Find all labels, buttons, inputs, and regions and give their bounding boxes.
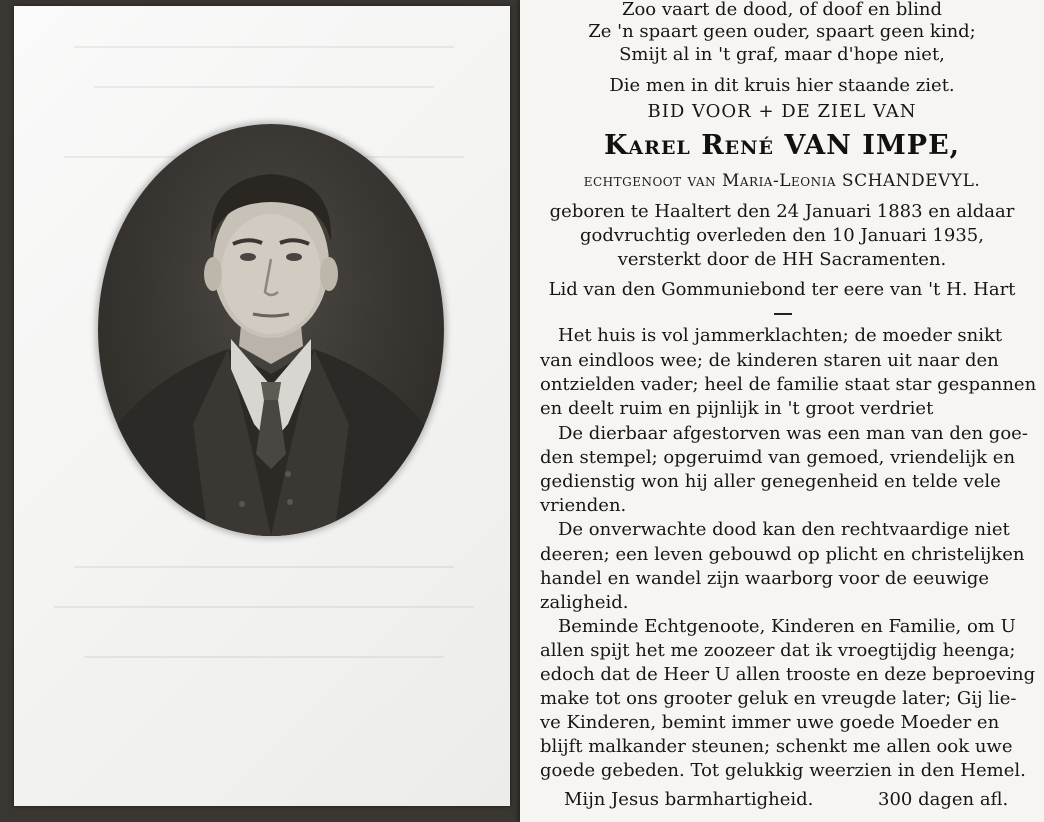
- membership-line: Lid van den Gommuniebond ter eere van 't H. Hart: [548, 279, 1016, 300]
- bleed-through-line: [74, 46, 454, 48]
- paragraph-line: edoch dat de Heer U allen trooste en deze beproeving: [540, 664, 1036, 685]
- birth-death-line: versterkt door de HH Sacramenten.: [617, 249, 947, 270]
- paragraph-line: ve Kinderen, bemint immer uwe goede Moeder en: [540, 712, 1000, 733]
- paragraph-line: Beminde Echtgenoote, Kinderen en Familie, om U: [558, 616, 1016, 637]
- paragraph-line: blijft malkander steunen; schenkt me allen ook uwe: [540, 736, 1013, 757]
- paragraph-line: make tot ons grooter geluk en vreugde later; Gij lie-: [540, 688, 1017, 709]
- poem-line: Ze 'n spaart geen ouder, spaart geen kind;: [588, 21, 976, 42]
- paragraph-line: allen spijt het me zoozeer dat ik vroegtijdig heenga;: [540, 640, 1016, 661]
- paragraph-line: en deelt ruim en pijnlijk in 't groot verdriet: [540, 398, 934, 419]
- paragraph-line: gedienstig won hij aller genegenheid en telde vele: [540, 471, 1001, 492]
- birth-death-line: godvruchtig overleden den 10 Januari 1935,: [580, 225, 984, 246]
- paragraph-line: De dierbaar afgestorven was een man van den goe-: [558, 423, 1028, 444]
- deceased-name: Karel René VAN IMPE,: [603, 130, 961, 161]
- section-divider: [774, 313, 792, 315]
- prayer-heading: BID VOOR + DE ZIEL VAN: [647, 101, 917, 122]
- birth-death-line: geboren te Haaltert den 24 Januari 1883 en aldaar: [549, 201, 1015, 222]
- bleed-through-line: [54, 606, 474, 608]
- portrait-photo: [98, 124, 444, 536]
- paragraph-line: vrienden.: [540, 495, 627, 516]
- paragraph-line: den stempel; opgeruimd van gemoed, vriendelijk en: [540, 447, 1016, 468]
- bleed-through-line: [84, 656, 444, 658]
- bleed-through-line: [94, 86, 434, 88]
- man-portrait-image: [98, 124, 444, 536]
- spouse-line: echtgenoot van Maria-Leonia SCHANDEVYL.: [583, 171, 981, 191]
- paragraph-line: deeren; een leven gebouwd op plicht en christelijken: [540, 544, 1025, 565]
- poem-line: Smijt al in 't graf, maar d'hope niet,: [619, 44, 945, 65]
- paragraph-line: goede gebeden. Tot gelukkig weerzien in den Hemel.: [540, 760, 1026, 781]
- paragraph-line: ontzielden vader; heel de familie staat star gespannen: [540, 374, 1037, 395]
- poem-line: Die men in dit kruis hier staande ziet.: [609, 75, 955, 96]
- closing-prayer: Mijn Jesus barmhartigheid.: [564, 789, 814, 810]
- paragraph-line: zaligheid.: [540, 592, 629, 613]
- paragraph-line: De onverwachte dood kan den rechtvaardige niet: [558, 519, 1010, 540]
- poem-line: Zoo vaart de dood, of doof en blind: [621, 0, 943, 20]
- indulgence-note: 300 dagen afl.: [878, 789, 1009, 810]
- bleed-through-line: [74, 566, 454, 568]
- paragraph-line: van eindloos wee; de kinderen staren uit naar den: [540, 350, 999, 371]
- memorial-text-card: [520, 0, 1044, 822]
- photo-card: [14, 6, 510, 806]
- paragraph-line: handel en wandel zijn waarborg voor de eeuwige: [540, 568, 990, 589]
- paragraph-line: Het huis is vol jammerklachten; de moeder snikt: [558, 325, 1003, 346]
